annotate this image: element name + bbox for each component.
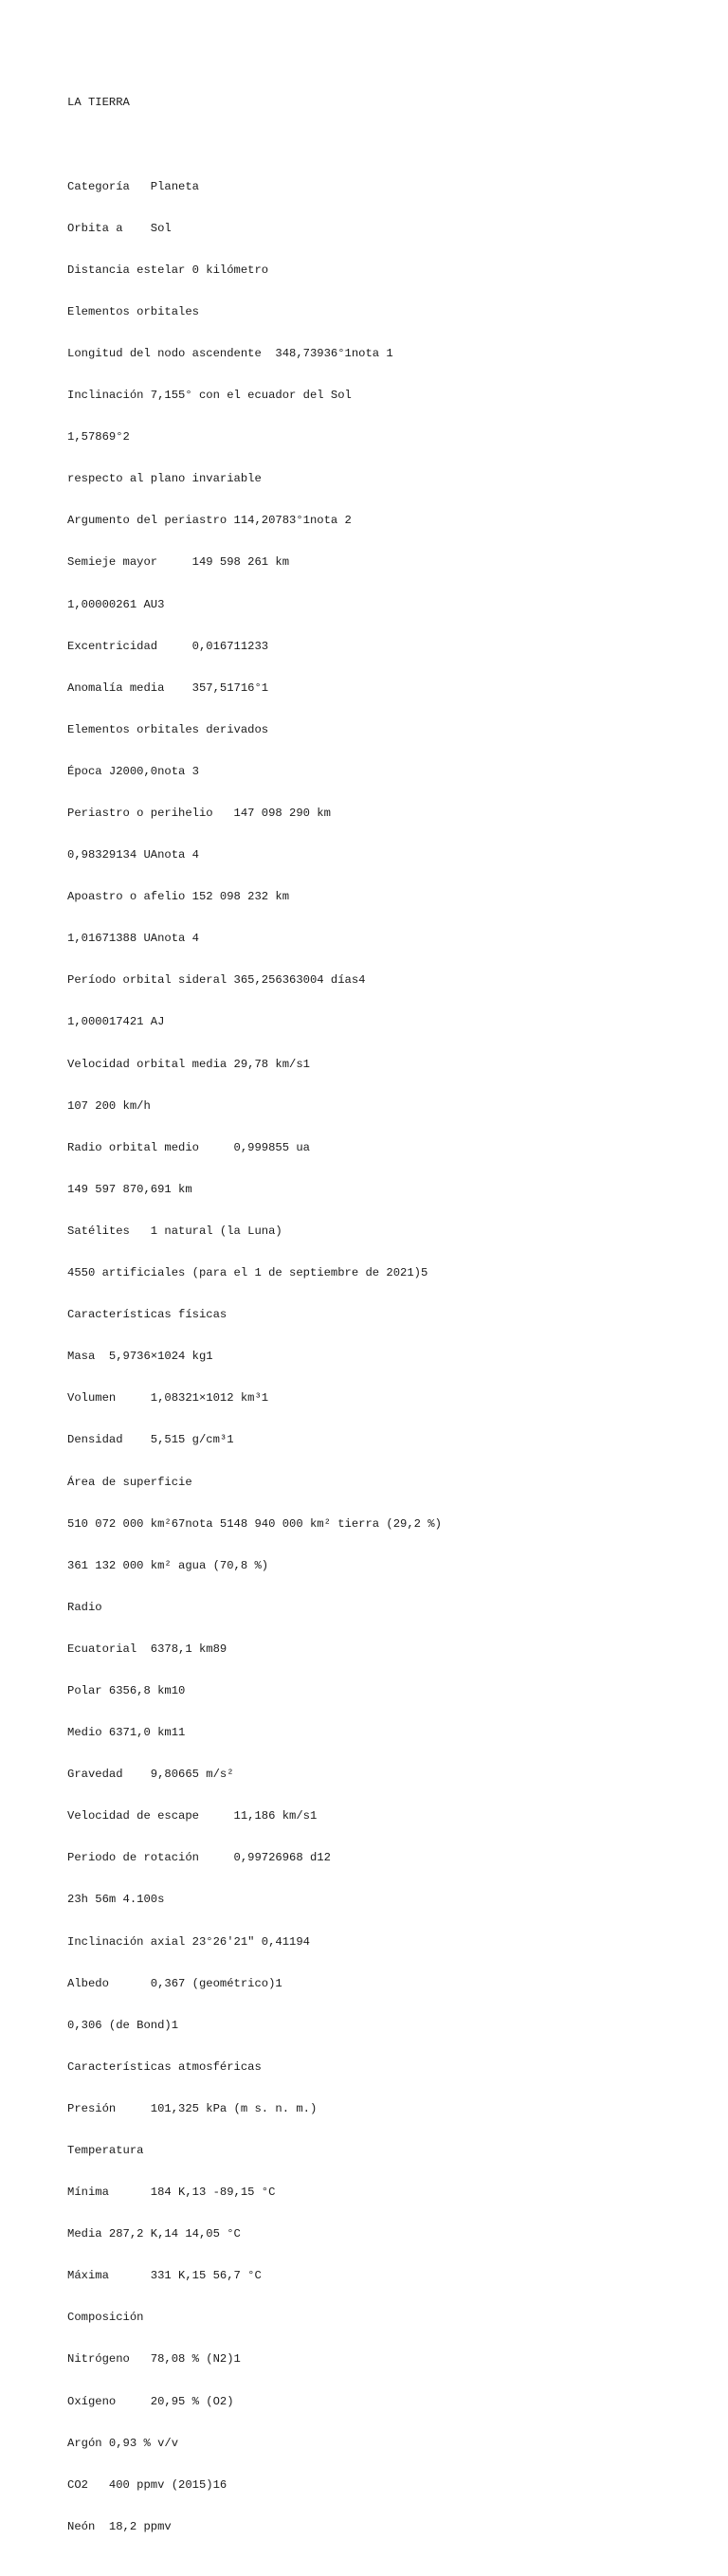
text-line: Ecuatorial 6378,1 km89 [67, 1642, 228, 1656]
text-line: 1,01671388 UAnota 4 [67, 932, 199, 946]
text-line: Distancia estelar 0 kilómetro [67, 263, 269, 277]
text-line: Composición [67, 2311, 144, 2325]
text-line: Características atmosféricas [67, 2059, 262, 2074]
document-body [67, 152, 712, 2562]
text-line: Excentricidad 0,016711233 [67, 639, 269, 653]
document-title: LA TIERRA [67, 96, 130, 110]
text-line: Inclinación axial 23°26'21" 0,41194 [67, 1934, 310, 1949]
text-line: respecto al plano invariable [67, 472, 262, 486]
text-line: Argumento del periastro 114,20783°1nota 2 [67, 514, 352, 528]
text-line: Presión 101,325 kPa (m s. n. m.) [67, 2101, 318, 2115]
text-line: Anomalía media 357,51716°1 [67, 680, 269, 695]
text-line: Época J2000,0nota 3 [67, 764, 199, 778]
text-line: 1,57869°2 [67, 430, 130, 444]
text-line: Radio orbital medio 0,999855 ua [67, 1140, 310, 1154]
text-line: Nitrógeno 78,08 % (N2)1 [67, 2352, 241, 2367]
text-line: CO2 400 ppmv (2015)16 [67, 2477, 228, 2492]
text-line: Media 287,2 K,14 14,05 °C [67, 2227, 241, 2241]
text-line: 510 072 000 km²67nota 5148 940 000 km² tierra (29,2 %) [67, 1516, 442, 1531]
text-line: Longitud del nodo ascendente 348,73936°1nota 1 [67, 346, 393, 360]
text-line: 1,000017421 AJ [67, 1015, 165, 1029]
text-line: Temperatura [67, 2144, 144, 2157]
text-line: 1,00000261 AU3 [67, 597, 165, 611]
text-line: Mínima 184 K,13 -89,15 °C [67, 2186, 276, 2200]
text-line: Densidad 5,515 g/cm³1 [67, 1433, 234, 1447]
text-line: Neón 18,2 ppmv [67, 2519, 172, 2533]
text-line: 4550 artificiales (para el 1 de septiembre de 2021)5 [67, 1266, 428, 1280]
text-line: Características físicas [67, 1308, 228, 1322]
text-line: 361 132 000 km² agua (70,8 %) [67, 1558, 269, 1572]
text-line: Velocidad de escape 11,186 km/s1 [67, 1809, 318, 1823]
text-line: Polar 6356,8 km10 [67, 1683, 186, 1697]
text-line: Orbita a Sol [67, 221, 172, 235]
text-line: Periodo de rotación 0,99726968 d12 [67, 1851, 331, 1865]
text-line: Medio 6371,0 km11 [67, 1726, 186, 1740]
text-line: Gravedad 9,80665 m/s² [67, 1768, 234, 1782]
text-line: Elementos orbitales [67, 304, 199, 318]
text-line: Albedo 0,367 (geométrico)1 [67, 1976, 282, 1990]
text-line: Apoastro o afelio 152 098 232 km [67, 890, 290, 904]
document-page [67, 68, 712, 2576]
text-line: Inclinación 7,155° con el ecuador del Sol [67, 389, 352, 403]
text-line: Velocidad orbital media 29,78 km/s1 [67, 1057, 310, 1071]
text-line: Satélites 1 natural (la Luna) [67, 1224, 282, 1238]
text-line: Área de superficie [67, 1475, 192, 1489]
text-line: Elementos orbitales derivados [67, 722, 269, 736]
text-line: Volumen 1,08321×1012 km³1 [67, 1391, 269, 1406]
text-line: Categoría Planeta [67, 179, 199, 193]
text-line: 23h 56m 4.100s [67, 1893, 165, 1907]
text-line: Máxima 331 K,15 56,7 °C [67, 2269, 262, 2283]
text-line: Oxígeno 20,95 % (O2) [67, 2394, 234, 2408]
text-line: Masa 5,9736×1024 kg1 [67, 1350, 213, 1364]
text-line: Argón 0,93 % v/v [67, 2436, 179, 2450]
text-line: 0,98329134 UAnota 4 [67, 848, 199, 862]
text-line: Semieje mayor 149 598 261 km [67, 555, 290, 570]
text-line: Periastro o perihelio 147 098 290 km [67, 807, 331, 820]
text-line: Radio [67, 1600, 102, 1614]
text-line: Período orbital sideral 365,256363004 días4 [67, 973, 366, 988]
text-line: 149 597 870,691 km [67, 1182, 192, 1196]
text-line: 0,306 (de Bond)1 [67, 2018, 179, 2032]
text-line: 107 200 km/h [67, 1098, 151, 1113]
